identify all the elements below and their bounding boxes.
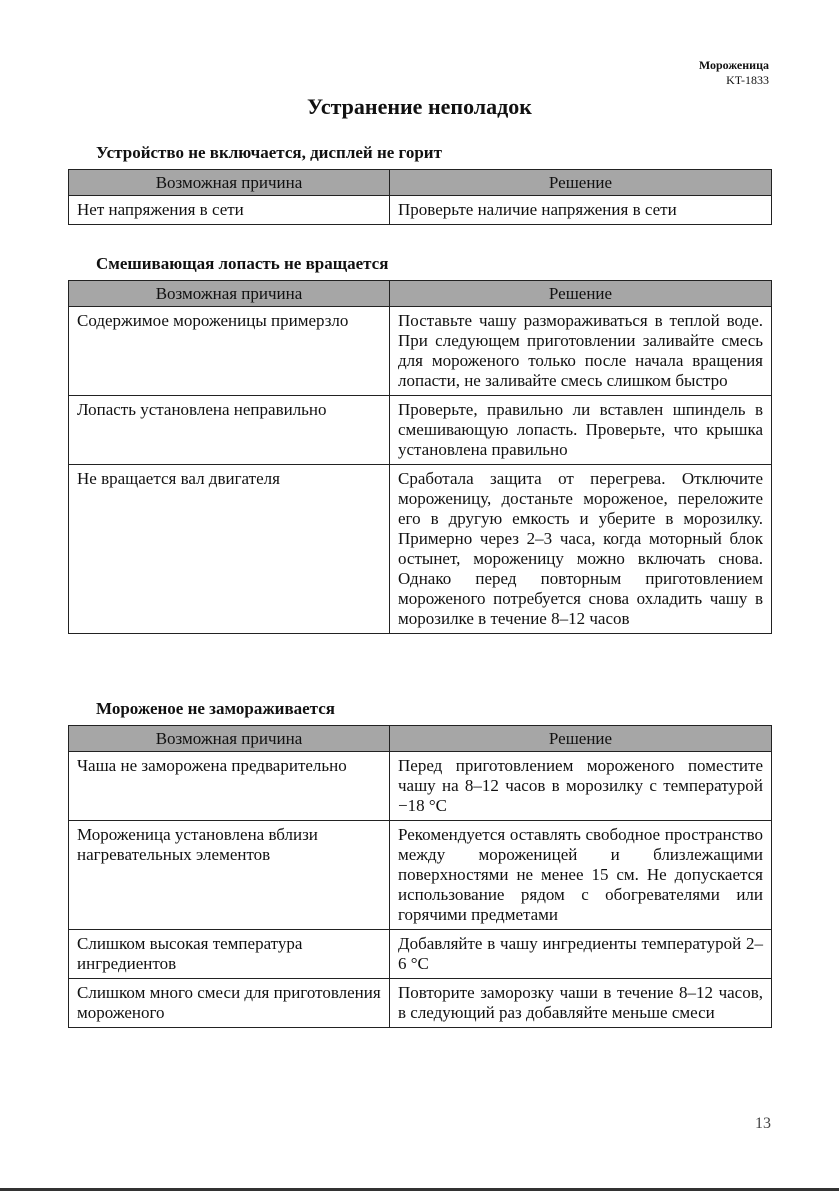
table-header-row — [69, 726, 772, 752]
troubleshooting-table-paddle — [68, 280, 772, 634]
table-row — [69, 396, 772, 465]
section-title-not-freezing: Мороженое не замораживается — [96, 699, 335, 718]
table-row — [69, 465, 772, 634]
column-header-solution: Решение — [390, 726, 772, 752]
table-row — [69, 307, 772, 396]
table-row — [69, 196, 772, 225]
cause-cell: Слишком много смеси для приготовления мороженого — [69, 979, 390, 1028]
column-header-cause: Возможная причина — [69, 726, 390, 752]
column-header-cause: Возможная причина — [69, 281, 390, 307]
product-name: Мороженица — [698, 58, 769, 72]
solution-cell: Рекомендуется оставлять свободное пространство между мороженицей и близлежащими поверхностями не менее 15 см. Не допускается использование рядом с обогревателями или горячими предметами — [390, 821, 772, 930]
solution-cell: Добавляйте в чашу ингредиенты температурой 2–6 °С — [390, 930, 772, 979]
table-header-row — [69, 170, 772, 196]
table-header-row — [69, 281, 772, 307]
cause-cell: Лопасть установлена неправильно — [69, 396, 390, 465]
cause-cell: Содержимое мороженицы примерзло — [69, 307, 390, 396]
column-header-solution: Решение — [390, 170, 772, 196]
model-number: KT-1833 — [726, 73, 769, 87]
solution-cell: Проверьте наличие напряжения в сети — [390, 196, 772, 225]
page-title: Устранение неполадок — [307, 94, 532, 119]
table-row — [69, 752, 772, 821]
solution-cell: Проверьте, правильно ли вставлен шпиндель в смешивающую лопасть. Проверьте, что крышка установлена правильно — [390, 396, 772, 465]
cause-cell: Не вращается вал двигателя — [69, 465, 390, 634]
column-header-solution: Решение — [390, 281, 772, 307]
table-row — [69, 821, 772, 930]
page-number: 13 — [755, 1115, 771, 1132]
column-header-cause: Возможная причина — [69, 170, 390, 196]
table-row — [69, 979, 772, 1028]
table-row — [69, 930, 772, 979]
troubleshooting-table-freezing — [68, 725, 772, 1028]
solution-cell: Перед приготовлением мороженого поместите чашу на 8–12 часов в морозилку с температурой −18 °С — [390, 752, 772, 821]
page-header — [699, 58, 769, 88]
cause-cell: Мороженица установлена вблизи нагревательных элементов — [69, 821, 390, 930]
solution-cell: Повторите заморозку чаши в течение 8–12 часов, в следующий раз добавляйте меньше смеси — [390, 979, 772, 1028]
section-title-paddle-not-rotating: Смешивающая лопасть не вращается — [96, 254, 389, 273]
cause-cell: Чаша не заморожена предварительно — [69, 752, 390, 821]
troubleshooting-table-no-power — [68, 169, 772, 225]
cause-cell: Слишком высокая температура ингредиентов — [69, 930, 390, 979]
solution-cell: Сработала защита от перегрева. Отключите мороженицу, достаньте мороженое, переложите его в другую емкость и уберите в морозилку. Примерно через 2–3 часа, когда моторный блок остынет, мороженицу можно включать снова. Однако перед повторным приготовлением мороженого потребуется снова охладить чашу в морозилке в течение 8–12 часов — [390, 465, 772, 634]
section-title-no-power: Устройство не включается, дисплей не горит — [96, 143, 442, 162]
solution-cell: Поставьте чашу размораживаться в теплой воде. При следующем приготовлении заливайте смесь для мороженого только после начала вращения лопасти, не заливайте смесь слишком быстро — [390, 307, 772, 396]
cause-cell: Нет напряжения в сети — [69, 196, 390, 225]
